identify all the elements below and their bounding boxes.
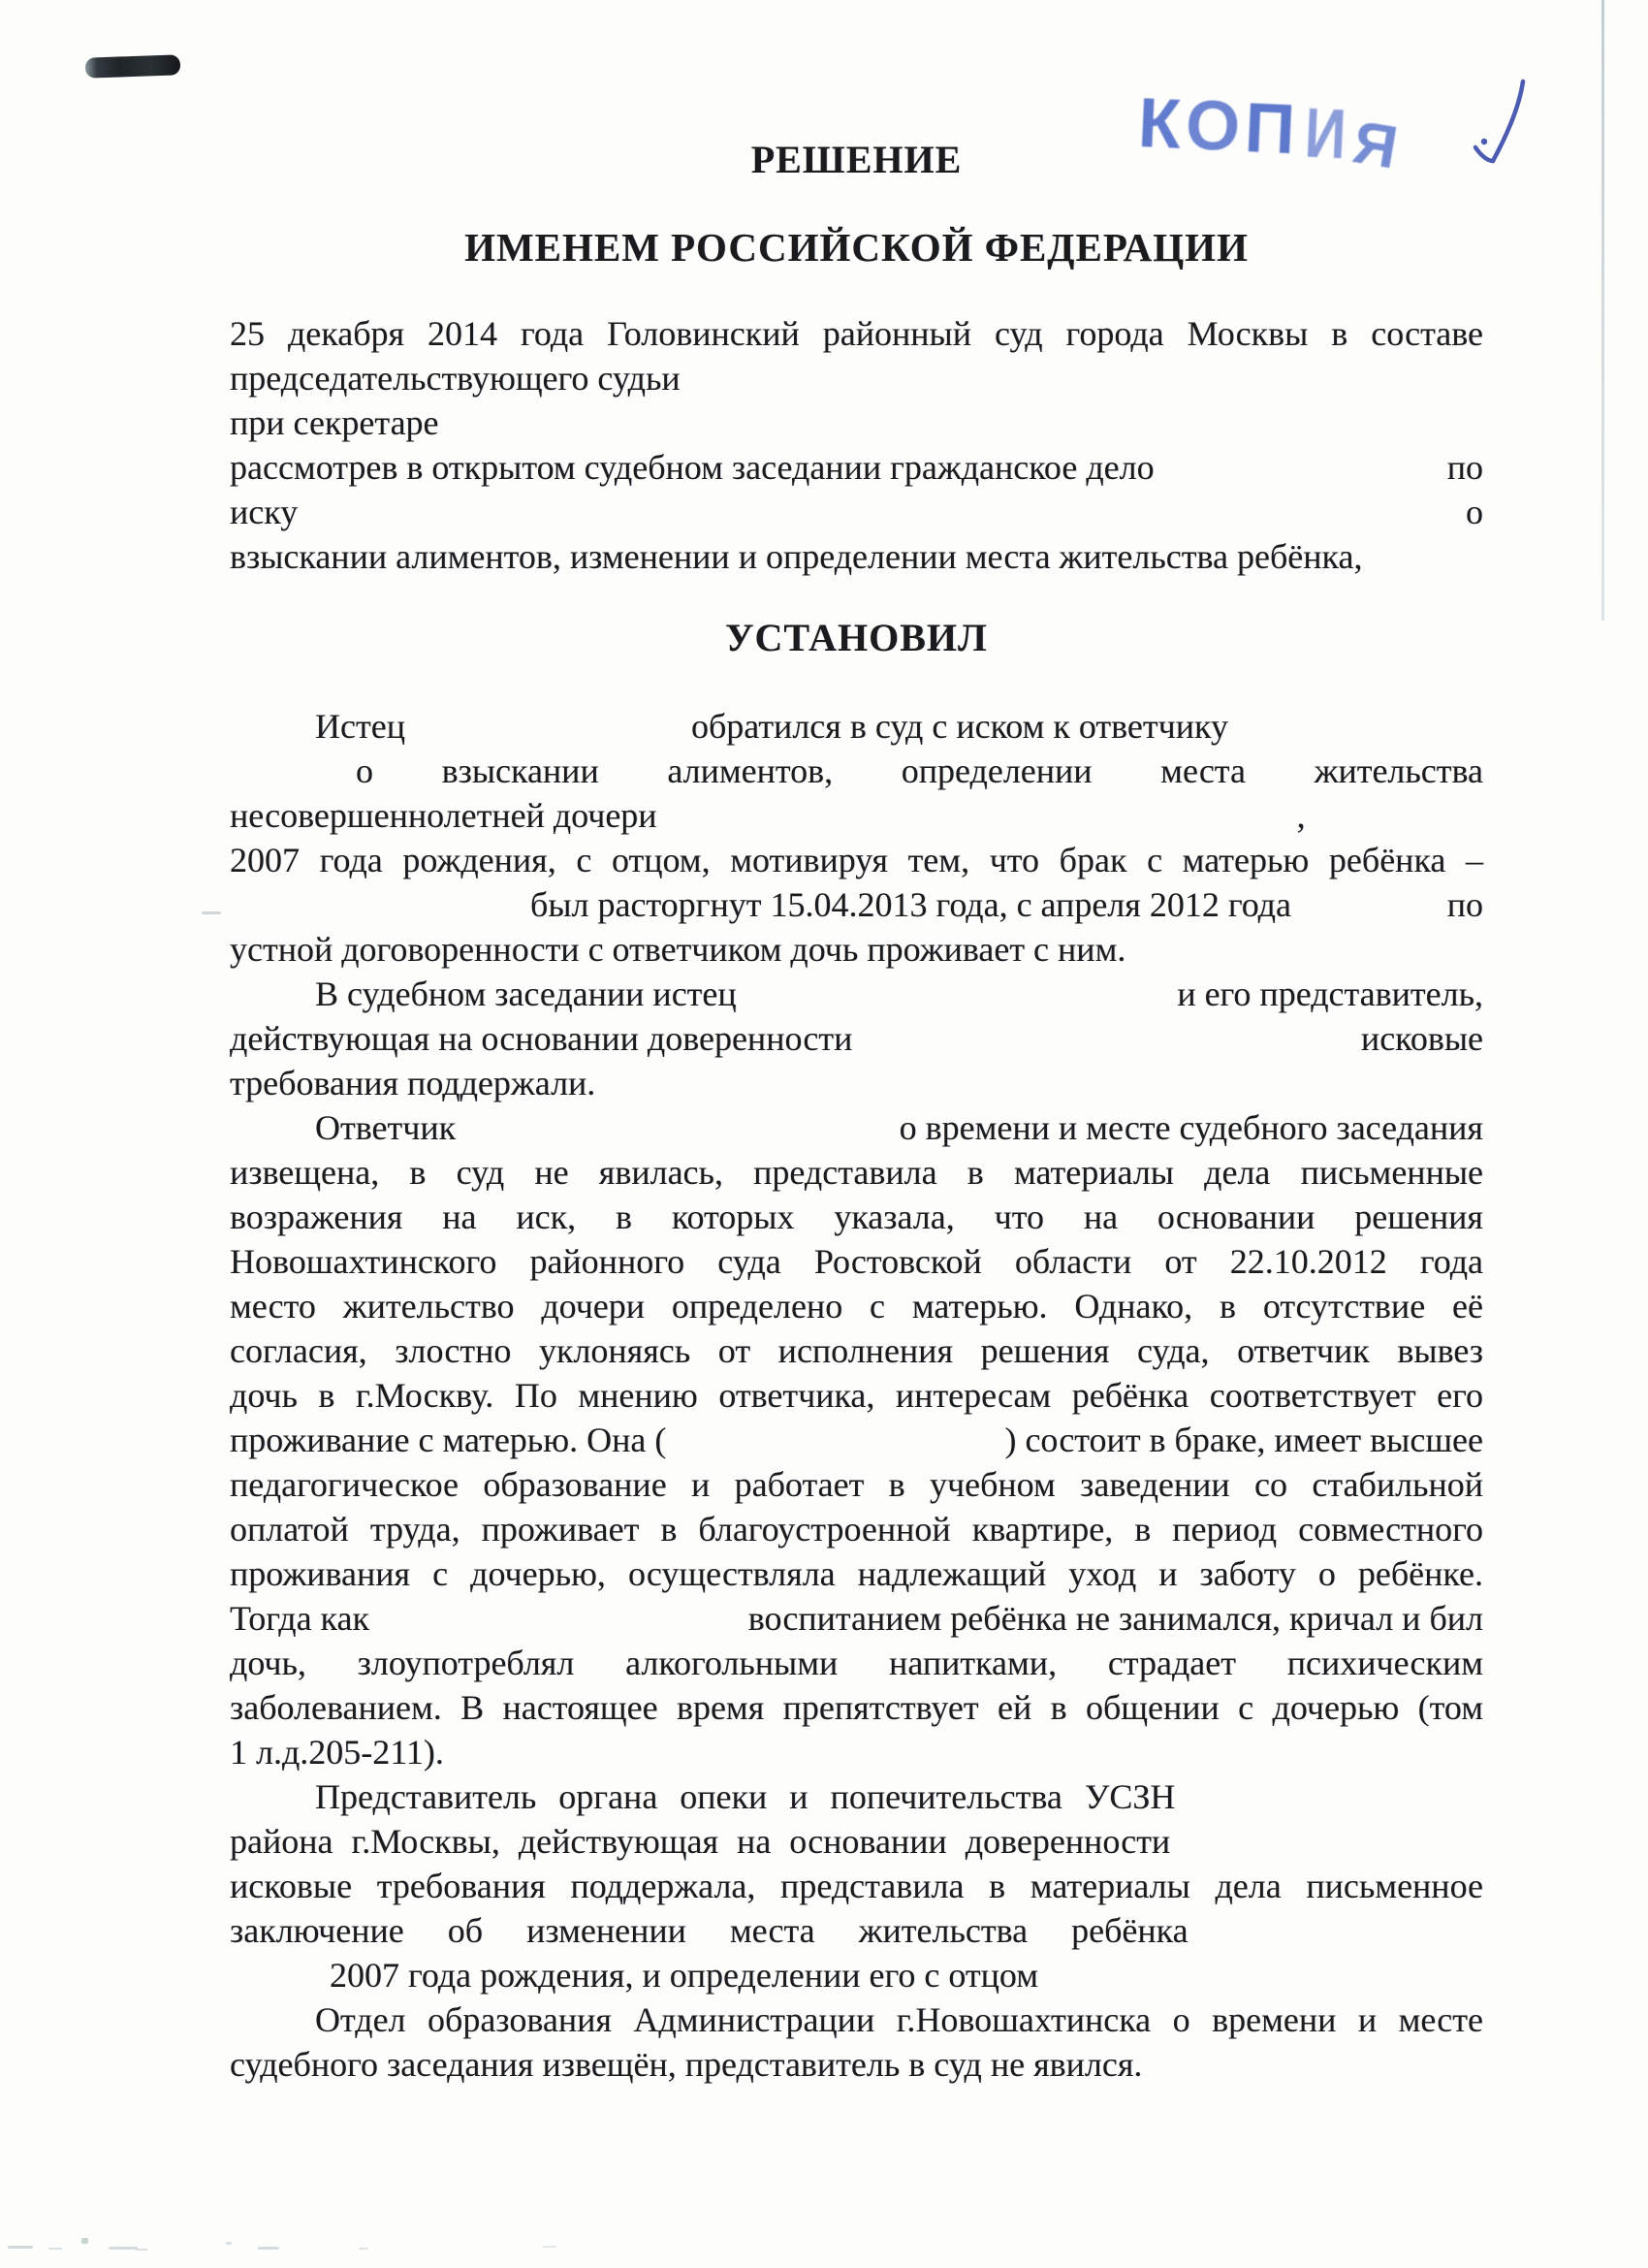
text-segment: Истец [315, 707, 405, 746]
text-line: устной договоренности с ответчиком дочь проживает с ним. [230, 930, 1126, 969]
text-line: оплатой труда, проживает в благоустроенной квартире, в период совместного [230, 1510, 1483, 1549]
text-line [315, 709, 1483, 746]
text-line: 2007 года рождения, и определении его с отцом [330, 1956, 1039, 1995]
text-segment: и его представитель, [1177, 974, 1483, 1013]
text-line [230, 798, 1483, 835]
text-line: возражения на иск, в которых указала, что на основании решения [230, 1198, 1483, 1236]
text-line [230, 495, 1483, 531]
text-segment: иску [230, 493, 299, 531]
text-segment: жительства [1314, 751, 1484, 790]
text-line: дочь, злоупотреблял алкогольными напитками, страдает психическим [230, 1644, 1483, 1682]
decision-subtitle: ИМЕНЕМ РОССИЙСКОЙ ФЕДЕРАЦИИ [464, 225, 1249, 270]
text-line [230, 450, 1483, 487]
text-line: района г.Москвы, действующая на основании доверенности [230, 1822, 1171, 1861]
scan-speck [136, 2249, 147, 2251]
scan-speck [202, 911, 221, 914]
scan-speck [226, 2242, 232, 2245]
text-segment: о [1466, 493, 1483, 531]
text-segment: Ответчик [315, 1108, 457, 1147]
text-segment: взыскании [441, 751, 599, 790]
scan-speck [81, 2238, 88, 2244]
scan-speck [359, 2248, 368, 2250]
scan-speck [48, 2248, 62, 2250]
decision-title: РЕШЕНИЕ [750, 138, 963, 181]
section-heading: УСТАНОВИЛ [725, 616, 988, 659]
text-segment: Тогда как [230, 1599, 369, 1638]
text-segment: по [1446, 885, 1483, 924]
text-segment: определении [901, 751, 1093, 790]
stamp-letter: И [1302, 94, 1351, 175]
text-segment: воспитанием ребёнка не занимался, кричал и бил [747, 1599, 1483, 1638]
text-line [230, 887, 1483, 924]
text-line: Отдел образования Администрации г.Новошахтинска о времени и месте [315, 2000, 1483, 2039]
text-line [230, 1422, 1483, 1459]
text-segment: действующая на основании доверенности [230, 1019, 853, 1058]
text-segment: обратился в суд с иском к ответчику [690, 707, 1228, 746]
scan-speck [543, 2246, 556, 2248]
scan-speck [258, 2247, 279, 2250]
text-segment: был расторгнут 15.04.2013 года, с апреля 2012 года [530, 885, 1291, 924]
text-segment: проживание с матерью. Она ( [230, 1421, 667, 1459]
text-line [315, 976, 1483, 1013]
text-line [356, 753, 1483, 790]
text-line [315, 1110, 1483, 1147]
scan-speck [109, 2247, 138, 2250]
text-line [230, 1601, 1483, 1638]
text-line: Новошахтинского районного суда Ростовской области от 22.10.2012 года [230, 1242, 1483, 1281]
text-segment: рассмотрев в открытом судебном заседании гражданское дело [230, 448, 1155, 487]
text-line: взыскании алиментов, изменении и определении места жительства ребёнка, [230, 537, 1363, 576]
stamp-letter: О [1184, 86, 1247, 167]
text-line [230, 1021, 1483, 1058]
text-line: при секретаре [230, 403, 439, 442]
stamp-letter: К [1136, 83, 1188, 165]
text-line: извещена, в суд не явилась, представила в материалы дела письменные [230, 1153, 1483, 1192]
text-line: место жительство дочери определено с матерью. Однако, в отсутствие её [230, 1287, 1483, 1326]
stamp-letter: Я [1348, 109, 1408, 183]
text-segment: исковые [1360, 1019, 1483, 1058]
stamp-letter: П [1243, 88, 1302, 170]
text-line: 2007 года рождения, с отцом, мотивируя тем, что брак с матерью ребёнка – [230, 841, 1483, 879]
text-line: требования поддержали. [230, 1064, 596, 1102]
text-segment: о [356, 751, 373, 790]
text-line: заключение об изменении места жительства ребёнка [230, 1911, 1188, 1950]
text-segment: , [1296, 796, 1306, 835]
text-line: согласия, злостно уклоняясь от исполнения решения суда, ответчик вывез [230, 1331, 1483, 1370]
text-segment: о времени и месте судебного заседания [899, 1108, 1483, 1147]
text-line: Представитель органа опеки и попечительства УСЗН [315, 1777, 1176, 1816]
scan-speck [8, 2246, 33, 2249]
text-segment: В судебном заседании истец [315, 974, 737, 1013]
text-line: 1 л.д.205-211). [230, 1733, 444, 1772]
text-line: исковые требования поддержала, представила в материалы дела письменное [230, 1867, 1483, 1905]
text-segment: алиментов, [667, 751, 834, 790]
text-line: 25 декабря 2014 года Головинский районный суд города Москвы в составе [230, 314, 1483, 353]
text-segment: ) состоит в браке, имеет высшее [1004, 1421, 1483, 1459]
text-line: проживания с дочерью, осуществляла надлежащий уход и заботу о ребёнке. [230, 1554, 1483, 1593]
text-line: педагогическое образование и работает в учебном заведении со стабильной [230, 1465, 1483, 1504]
text-segment: несовершеннолетней дочери [230, 796, 657, 835]
text-segment: по [1446, 448, 1483, 487]
text-line: председательствующего судьи [230, 359, 681, 398]
text-line: судебного заседания извещён, представитель в суд не явился. [230, 2045, 1143, 2084]
text-segment: места [1160, 751, 1246, 790]
text-line: заболеванием. В настоящее время препятствует ей в общении с дочерью (том [230, 1688, 1483, 1727]
text-line: дочь в г.Москву. По мнению ответчика, интересам ребёнка соответствует его [230, 1376, 1483, 1415]
